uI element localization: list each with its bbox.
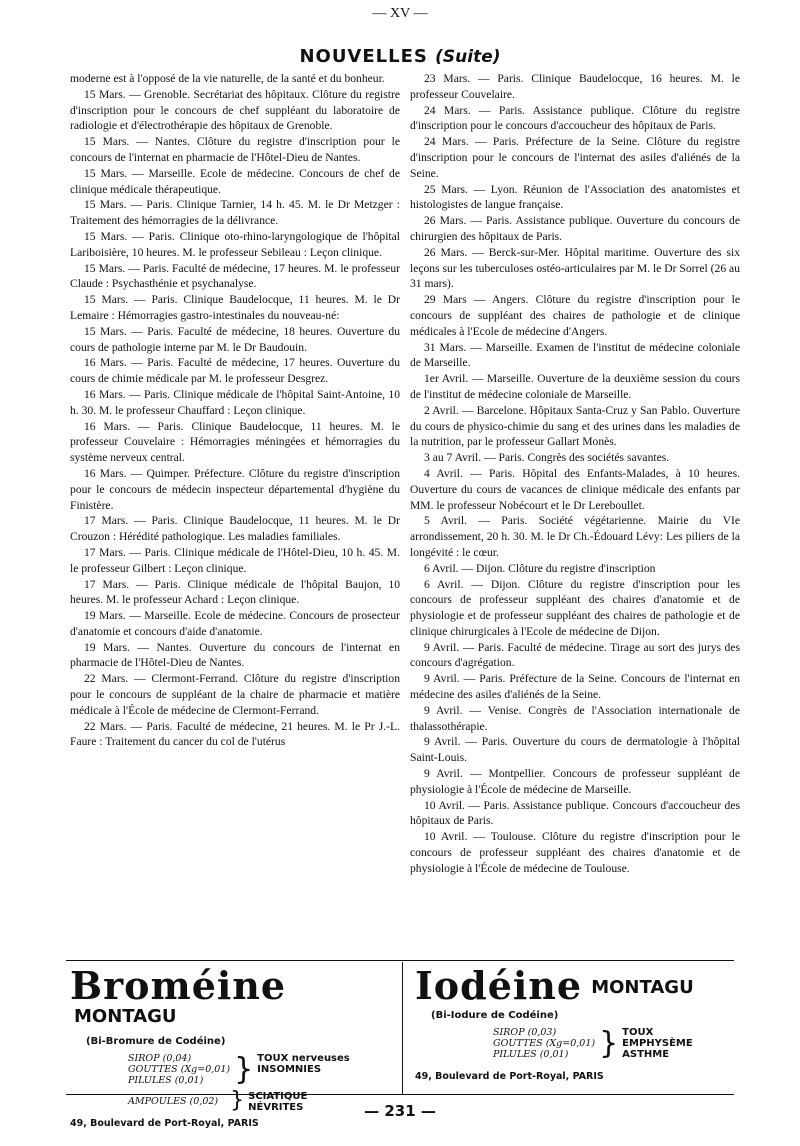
indications: TOUX nerveuses INSOMNIES: [257, 1053, 350, 1075]
news-entry: 6 Avril. — Dijon. Clôture du registre d'inscription pour les concours de professeur suppléant des chaires d'anatomie et de physiologie et de professeur suppléant des chaires de pathologie et de clinique chirurgicales à l'Ecole de médecine de Dijon.: [410, 577, 740, 638]
news-entry: 1er Avril. — Marseille. Ouverture de la deuxième session du cours de l'institut de médecine coloniale de Marseille.: [410, 372, 740, 401]
news-entry: 15 Mars. — Marseille. Ecole de médecine. Concours de chef de clinique médicale thérapeutique.: [70, 166, 400, 196]
news-entry: 9 Avril. — Montpellier. Concours de professeur suppléant de physiologie à l'École de médecine de Marseille.: [410, 767, 740, 796]
news-entry: 15 Mars. — Grenoble. Secrétariat des hôpitaux. Clôture du registre d'inscription pour le concours de chef suppléant du laboratoire de radiologie et d'électrothérapie des hôpitaux de Grenoble.: [70, 87, 400, 133]
brand-bromeine: Broméine: [70, 963, 287, 1008]
brace-icon: }: [599, 1026, 619, 1061]
title-suite: (Suite): [435, 47, 501, 67]
news-entry: 29 Mars — Angers. Clôture du registre d'inscription pour le concours de suppléant des chaires de pathologie et de clinique médicales à l'Ecole de médecine d'Angers.: [410, 293, 740, 338]
news-entry: 16 Mars. — Quimper. Préfecture. Clôture du registre d'inscription pour le concours de médecin inspecteur départemental d'hygiène du Finistère.: [70, 466, 400, 512]
roman-page-number: — XV —: [372, 6, 428, 21]
ad-address: 49, Boulevard de Port-Royal, PARIS: [415, 1071, 604, 1082]
news-entry: 24 Mars. — Paris. Préfecture de la Seine. Clôture du registre d'inscription pour le concours de l'internat des asiles d'aliénés de la Seine.: [410, 135, 740, 180]
news-entry: 24 Mars. — Paris. Assistance publique. Clôture du registre d'inscription pour le concours d'accoucheur des hôpitaux de Paris.: [410, 103, 740, 133]
news-entry: 6 Avril. — Dijon. Clôture du registre d'inscription: [424, 561, 656, 575]
news-entry: 9 Avril. — Paris. Faculté de médecine. Tirage au sort des jurys des concours d'agrégation.: [410, 640, 740, 670]
dosage-list: SIROP (0,03) GOUTTES (Xg=0,01) PILULES (0,01): [493, 1027, 596, 1060]
news-entry: 19 Mars. — Nantes. Ouverture du concours de l'internat en pharmacie de l'Hôtel-Dieu de Nantes.: [70, 640, 400, 670]
news-entry: 16 Mars. — Paris. Clinique médicale de l'hôpital Saint-Antoine, 10 h. 30. M. le professeur Chauffard : Leçon clinique.: [70, 387, 400, 417]
news-entry: 17 Mars. — Paris. Clinique médicale de l'Hôtel-Dieu, 10 h. 45. M. le professeur Gilbert : Leçon clinique.: [70, 545, 400, 575]
news-entry: 2 Avril. — Barcelone. Hôpitaux Santa-Cruz y San Pablo. Ouverture du cours de physico-chimie du sang et des urines dans les maladies de la nutrition, par le professeur Gallart Monès.: [410, 403, 740, 449]
news-entry: 26 Mars. — Berck-sur-Mer. Hôpital maritime. Ouverture des six leçons sur les tuberculoses ostéo-articulaires par M. le Dr Sorrel (26 au 31 mars).: [410, 245, 740, 291]
news-entry: 15 Mars. — Paris. Faculté de médecine, 18 heures. Ouverture du cours de pathologie interne par M. le Dr Baudouin.: [70, 324, 400, 354]
ad-address: 49, Boulevard de Port-Royal, PARIS: [70, 1118, 259, 1129]
news-entry: 31 Mars. — Marseille. Examen de l'institut de médecine coloniale de Marseille.: [410, 340, 740, 370]
news-entry: 15 Mars. — Paris. Clinique oto-rhino-laryngologique de l'hôpital Lariboisière, 10 heures. M. le professeur Sebileau : Leçon clinique.: [70, 229, 400, 259]
news-entry: 17 Mars. — Paris. Clinique Baudelocque, 11 heures. M. le Dr Crouzon : Hérédité pathologique. Les maladies familiales.: [70, 514, 400, 544]
brace-icon: }: [230, 1088, 245, 1113]
news-entry: moderne est à l'opposé de la vie naturelle, de la santé et du bonheur.: [70, 72, 385, 85]
dosage-list: SIROP (0,04) GOUTTES (Xg=0,01) PILULES (0,01): [128, 1053, 231, 1086]
news-entry: 25 Mars. — Lyon. Réunion de l'Association des anatomistes et histologistes de langue française.: [410, 182, 740, 212]
ad-subtitle: (Bi-Iodure de Codéine): [431, 1010, 559, 1021]
ad-top-rule: [66, 960, 734, 961]
news-entry: 17 Mars. — Paris. Clinique médicale de l'hôpital Baujon, 10 heures. M. le professeur Achard : Leçon clinique.: [70, 577, 400, 607]
news-entry: 15 Mars. — Paris. Clinique Baudelocque, 11 heures. M. le Dr Lemaire : Hémorragies gastro-intestinales du nouveau-né:: [70, 293, 400, 322]
ad-divider: [402, 962, 403, 1094]
indications: TOUX EMPHYSÈME ASTHME: [622, 1027, 693, 1060]
page-number: — 231 —: [364, 1102, 436, 1120]
news-entry: 22 Mars. — Paris. Faculté de médecine, 21 heures. M. le Pr J.-L. Faure : Traitement du cancer du col de l'utérus: [70, 719, 400, 749]
news-entry: 3 au 7 Avril. — Paris. Congrès des sociétés savantes.: [424, 451, 670, 465]
indications-2: SCIATIQUE NÉVRITES: [248, 1091, 308, 1113]
ampoules: AMPOULES (0,02): [128, 1096, 219, 1107]
maker-montagu: MONTAGU: [74, 1006, 177, 1027]
news-entry: 15 Mars. — Paris. Clinique Tarnier, 14 h. 45. M. le Dr Metzger : Traitement des hémorragies de la délivrance.: [70, 198, 400, 228]
title-text: NOUVELLES: [299, 46, 428, 67]
news-entry: 22 Mars. — Clermont-Ferrand. Clôture du registre d'inscription pour le concours de suppléant de la chaire de pharmacie et matière médicale à l'École de médecine de Clermont-Ferrand.: [70, 672, 400, 717]
news-entry: 23 Mars. — Paris. Clinique Baudelocque, 16 heures. M. le professeur Couvelaire.: [410, 72, 740, 101]
news-entry: 5 Avril. — Paris. Société végétarienne. Mairie du VIe arrondissement, 20 h. 30. M. le Dr Ch.-Édouard Lévy: Les piliers de la longévité : le cœur.: [410, 514, 740, 559]
news-entry: 10 Avril. — Toulouse. Clôture du registre d'inscription pour le concours de professeur suppléant des chaires d'anatomie et de physiologie à l'École de médecine de Toulouse.: [410, 830, 740, 875]
news-entry: 19 Mars. — Marseille. Ecole de médecine. Concours de prosecteur d'anatomie et concours d'aide d'anatomie.: [70, 609, 400, 638]
news-entry: 4 Avril. — Paris. Hôpital des Enfants-Malades, à 10 heures. Ouverture du cours de vacances de clinique médicale des enfants par MM. le professeur Nobécourt et le Dr Lereboullet.: [410, 466, 740, 512]
news-entry: 9 Avril. — Venise. Congrès de l'Association internationale de thalassothérapie.: [410, 703, 740, 733]
news-entry: 15 Mars. — Paris. Faculté de médecine, 17 heures. M. le professeur Claude : Psychasthénie et psychanalyse.: [70, 261, 400, 291]
news-entry: 16 Mars. — Paris. Faculté de médecine, 17 heures. Ouverture du cours de chimie médicale par M. le professeur Desgrez.: [70, 356, 400, 386]
right-column: [410, 71, 740, 877]
news-entry: 10 Avril. — Paris. Assistance publique. Concours d'accoucheur des hôpitaux de Paris.: [410, 798, 740, 828]
news-entry: 9 Avril. — Paris. Préfecture de la Seine. Concours de l'internat en médecine des asiles d'aliénés de la Seine.: [410, 672, 740, 702]
ad-subtitle: (Bi-Bromure de Codéine): [86, 1036, 226, 1047]
ad-iodeine: [415, 963, 735, 1082]
brand-iodeine: Iodéine: [415, 963, 583, 1008]
news-entry: 16 Mars. — Paris. Clinique Baudelocque, 11 heures. M. le professeur Couvelaire : Hémorragies méningées et hémorragies du système nerveux central.: [70, 419, 400, 465]
section-title: [0, 46, 800, 67]
maker-montagu: MONTAGU: [591, 977, 694, 998]
news-entry: 9 Avril. — Paris. Ouverture du cours de dermatologie à l'hôpital Saint-Louis.: [410, 735, 740, 765]
left-column: [70, 71, 400, 750]
news-entry: 26 Mars. — Paris. Assistance publique. Ouverture du concours de chirurgien des hôpitaux de Paris.: [410, 214, 740, 243]
news-entry: 15 Mars. — Nantes. Clôture du registre d'inscription pour le concours de l'internat en pharmacie de l'Hôtel-Dieu de Nantes.: [70, 135, 400, 164]
brace-icon: }: [234, 1052, 254, 1087]
